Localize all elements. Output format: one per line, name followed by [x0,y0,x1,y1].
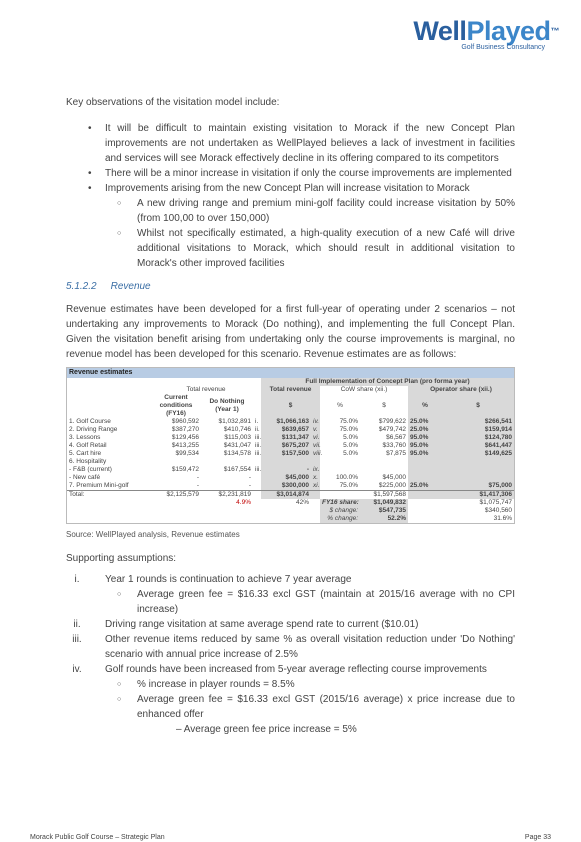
cell-total: $1,066,163 [261,418,311,426]
assumption-text: Driving range visitation at same average spend rate to current ($10.01) [105,619,419,630]
cell-cow-pct [320,466,360,474]
donothing-change: 4.9% [236,499,251,506]
cell-donothing: - [248,474,251,481]
cell-total: $131,347 [261,434,311,442]
revenue-paragraph: Revenue estimates have been developed for a first full-year of operating under 2 scenarios – not undertaking any improvements to Morack (Do nothing), and implementing the full Concept Plan. Given the visitation benefit arising from undertaking only the course improvements is marginal, no revenue model has been developed for this scenario. Revenue estimates are as follows: [66,304,515,360]
cell-cow-val: $799,622 [378,418,406,425]
page-footer [30,834,551,841]
cell-cow-pct: 75.0% [339,426,358,433]
logo-tagline: Golf Business Consultancy [461,44,545,51]
cell-t-note: vi. [313,434,320,441]
sub-list [105,587,515,617]
sub-list-item: ○ Average green fee = $16.33 excl GST (maintain at 2015/16 average with no CPI increase) [105,587,515,617]
cell-donothing: $1,032,891 [218,418,251,425]
cell-op-pct: 25.0% [408,482,442,491]
cell-current [151,458,201,466]
cell-current: $413,255 [171,442,199,449]
supporting-title: Supporting assumptions: [66,553,177,564]
cell-label: 7. Premium Mini-golf [69,482,129,489]
assumption-number: ii. [73,619,81,630]
fy16-op: $1,075,747 [479,499,513,506]
total-current: $2,125,579 [166,491,199,498]
dchange-cow: $547,735 [360,507,408,515]
cell-current: - [196,482,199,489]
assumption-number: i. [74,574,80,585]
dollar-header: $ [382,402,386,409]
cell-cow-val: $33,760 [382,442,406,449]
cell-t-note: x. [313,474,319,481]
table-row [67,418,514,426]
cell-op-val [442,474,514,482]
cell-t-note: v. [311,426,320,434]
cell-t-note: iv. [313,418,320,425]
cell-t-note: vii. [313,442,321,449]
total-revenue-col: Total revenue [261,386,320,394]
cell-op-val: $149,625 [442,450,514,458]
table-row [67,458,514,466]
cell-op-pct: 25.0% [408,418,442,426]
cell-cow-pct: 75.0% [339,482,358,489]
sub-sub-item: – Average green fee price increase = 5% [176,724,357,735]
cell-op-val [442,458,514,466]
revenue-table [66,367,515,524]
total-operator: $1,417,306 [442,491,514,500]
sub-list-item: ○ A new driving range and premium mini-golf facility could increase visitation by 50% (from 100,00 to over 150,000) [105,196,515,226]
table-row [67,434,514,442]
cell-op-val: $159,914 [442,426,514,434]
cell-label: 3. Lessons [69,434,101,441]
cell-current: $387,270 [171,426,199,433]
list-item: • Improvements arising from the new Concept Plan will increase visitation to Morack ○ A new driving range and premium mini-golf facility could increase visitation by 50% (from 100,00 to over 150,000) ○ Whilst not specifically estimated, a high-quality execution of a new Café will drive additional visitations to Morack, which should result in additional visitation to Morack's other improved facilities [66,181,515,271]
cell-op-val: $641,447 [442,442,514,450]
cell-total: $639,657 [261,426,311,434]
cell-current: $159,472 [171,466,199,473]
cell-total: $675,207 [261,442,311,450]
cell-donothing: $134,578 [223,450,251,457]
cow-share-header: CoW share (xii.) [340,386,388,393]
pchange-cow: 52.2% [360,515,408,523]
cell-cow-pct: 75.0% [339,418,358,425]
cell-cow-pct: 100.0% [335,474,358,481]
dchange-label: $ change: [320,507,360,515]
full-impl-header: Full Implementation of Concept Plan (pro forma year) [261,378,514,386]
cell-label: - New café [69,474,101,481]
cell-dn-note [253,474,261,482]
cell-op-val: $266,541 [442,418,514,426]
logo-wordmark: WellPlayed™ [413,16,559,46]
assumption-item [66,632,515,662]
wellplayed-logo [409,16,559,51]
cell-total: - [261,466,311,474]
operator-share-header: Operator share (xii.) [408,386,514,394]
cell-op-pct: 25.0% [408,426,442,434]
cell-dn-note [253,482,261,491]
cell-total: $45,000 [261,474,311,482]
sub-list [105,677,515,722]
cell-cow-val [360,458,408,466]
cell-op-pct: 95.0% [408,450,442,458]
assumption-list [66,572,515,722]
assumption-item [66,662,515,722]
cell-cow-val [360,466,408,474]
cell-op-val: $124,780 [442,434,514,442]
intro-text: Key observations of the visitation model include: [66,97,280,108]
cell-cow-pct: 5.0% [343,450,358,457]
total-label: Total: [69,491,85,498]
cell-donothing: $431,047 [223,442,251,449]
cell-t-note: xi. [313,482,320,489]
list-item: • It will be difficult to maintain existing visitation to Morack if the new Concept Plan improvements are not undertaken as WellPlayed believes a lack of investment in facilities and services will see Morack effectively decline in its offering compared to its competitors [66,121,515,166]
cell-current: $129,456 [171,434,199,441]
table-title: Revenue estimates [67,368,514,378]
total-cow: $1,597,568 [373,491,406,498]
cell-label: 2. Driving Range [69,426,118,433]
current-conditions-header: Current conditions (FY16) [159,394,193,417]
cell-cow-val: $479,742 [378,426,406,433]
cell-donothing: $115,003 [224,434,251,441]
sub-list-item: ○ Whilst not specifically estimated, a high-quality execution of a new Café will drive additional visitations to Morack, which should result in additional visitation to Morack's other improved facilities [105,226,515,271]
dchange-op: $340,560 [484,507,513,514]
total-total: $3,014,874 [261,491,311,500]
table-row [67,450,514,458]
page-content [66,95,515,737]
cell-donothing [201,458,253,466]
source-note: Source: WellPlayed analysis, Revenue estimates [66,530,240,539]
assumption-item [66,572,515,617]
cell-cow-val: $7,875 [386,450,406,457]
cell-cow-pct [320,458,360,466]
sub-list [105,196,515,271]
list-item: • There will be a minor increase in visitation if only the course improvements are implemented [66,166,515,181]
cell-dn-note: iii. [255,442,262,449]
dollar-header: $ [261,394,320,418]
pct-header: % [408,394,442,418]
cell-total [261,458,311,466]
cell-current: $99,534 [175,450,199,457]
fy16-cow: $1,049,832 [360,499,408,507]
fy16-label: FY16 share: [322,499,359,506]
footer-title: Morack Public Golf Course – Strategic Plan [30,834,165,841]
do-nothing-header: Do Nothing (Year 1) [209,398,245,413]
cell-cow-val: $45,000 [382,474,406,481]
cell-op-pct [408,474,442,482]
table-row [67,466,514,474]
cell-cow-val: $225,000 [378,482,406,489]
cell-cow-val: $6,567 [386,434,406,441]
cell-op-pct [408,458,442,466]
section-heading: 5.1.2.2 Revenue [66,281,151,292]
assumption-text: Other revenue items reduced by same % as overall visitation reduction under 'Do Nothing' scenario with annual price increase of 2.5% [105,634,515,660]
pchange-op: 31.6% [493,515,513,522]
cell-donothing: $410,746 [223,426,251,433]
total-donothing: $2,231,819 [218,491,251,498]
cell-dn-note: iii. [255,434,262,441]
cell-label: 1. Golf Course [69,418,111,425]
cell-t-note: viii. [313,450,323,457]
cell-dn-note: ii. [255,426,260,433]
cell-op-val [442,466,514,474]
assumption-number: iv. [72,664,82,675]
cell-donothing: $167,554 [223,466,251,473]
assumption-text: Year 1 rounds is continuation to achieve 7 year average [105,574,352,585]
cell-donothing: - [248,482,251,489]
page-number: Page 33 [524,834,551,841]
assumption-text: Golf rounds have been increased from 5-year average reflecting course improvements [105,664,487,675]
table-row [67,474,514,482]
cell-cow-pct: 5.0% [343,442,358,449]
assumption-item [66,617,515,632]
table-row [67,426,514,434]
observation-list [66,121,515,271]
sub-list-item: ○ % increase in player rounds = 8.5% [105,677,515,692]
pchange-label: % change: [320,515,360,523]
cell-op-pct: 95.0% [408,434,442,442]
cell-label: - F&B (current) [69,466,112,473]
sub-list-item: ○ Average green fee = $16.33 excl GST (2015/16 average) x price increase due to enhanced offer [105,692,515,722]
cell-dn-note: iii. [255,466,262,473]
cell-op-pct [408,466,442,474]
cell-op-pct: 95.0% [408,442,442,450]
cell-dn-note: iii. [255,450,262,457]
cell-label: 5. Cart hire [69,450,102,457]
cell-op-val: $75,000 [442,482,514,491]
cell-t-note: ix. [313,466,320,473]
total-change: 42% [295,499,309,506]
table-row [67,482,514,491]
assumption-number: iii. [72,634,82,645]
cell-total: $157,500 [261,450,311,458]
cell-dn-note: i. [255,418,259,425]
cell-cow-pct: 5.0% [343,434,358,441]
dollar-header: $ [442,394,514,418]
cell-current: $960,592 [171,418,199,425]
cell-label: 6. Hospitality [69,458,107,465]
cell-t-note [311,458,320,466]
cell-current: - [196,474,199,481]
cell-total: $300,000 [261,482,311,491]
cell-label: 4. Golf Retail [69,442,107,449]
total-revenue-group: Total revenue [186,386,226,393]
cell-dn-note [253,458,261,466]
table-row [67,442,514,450]
pct-header: % [337,402,343,409]
